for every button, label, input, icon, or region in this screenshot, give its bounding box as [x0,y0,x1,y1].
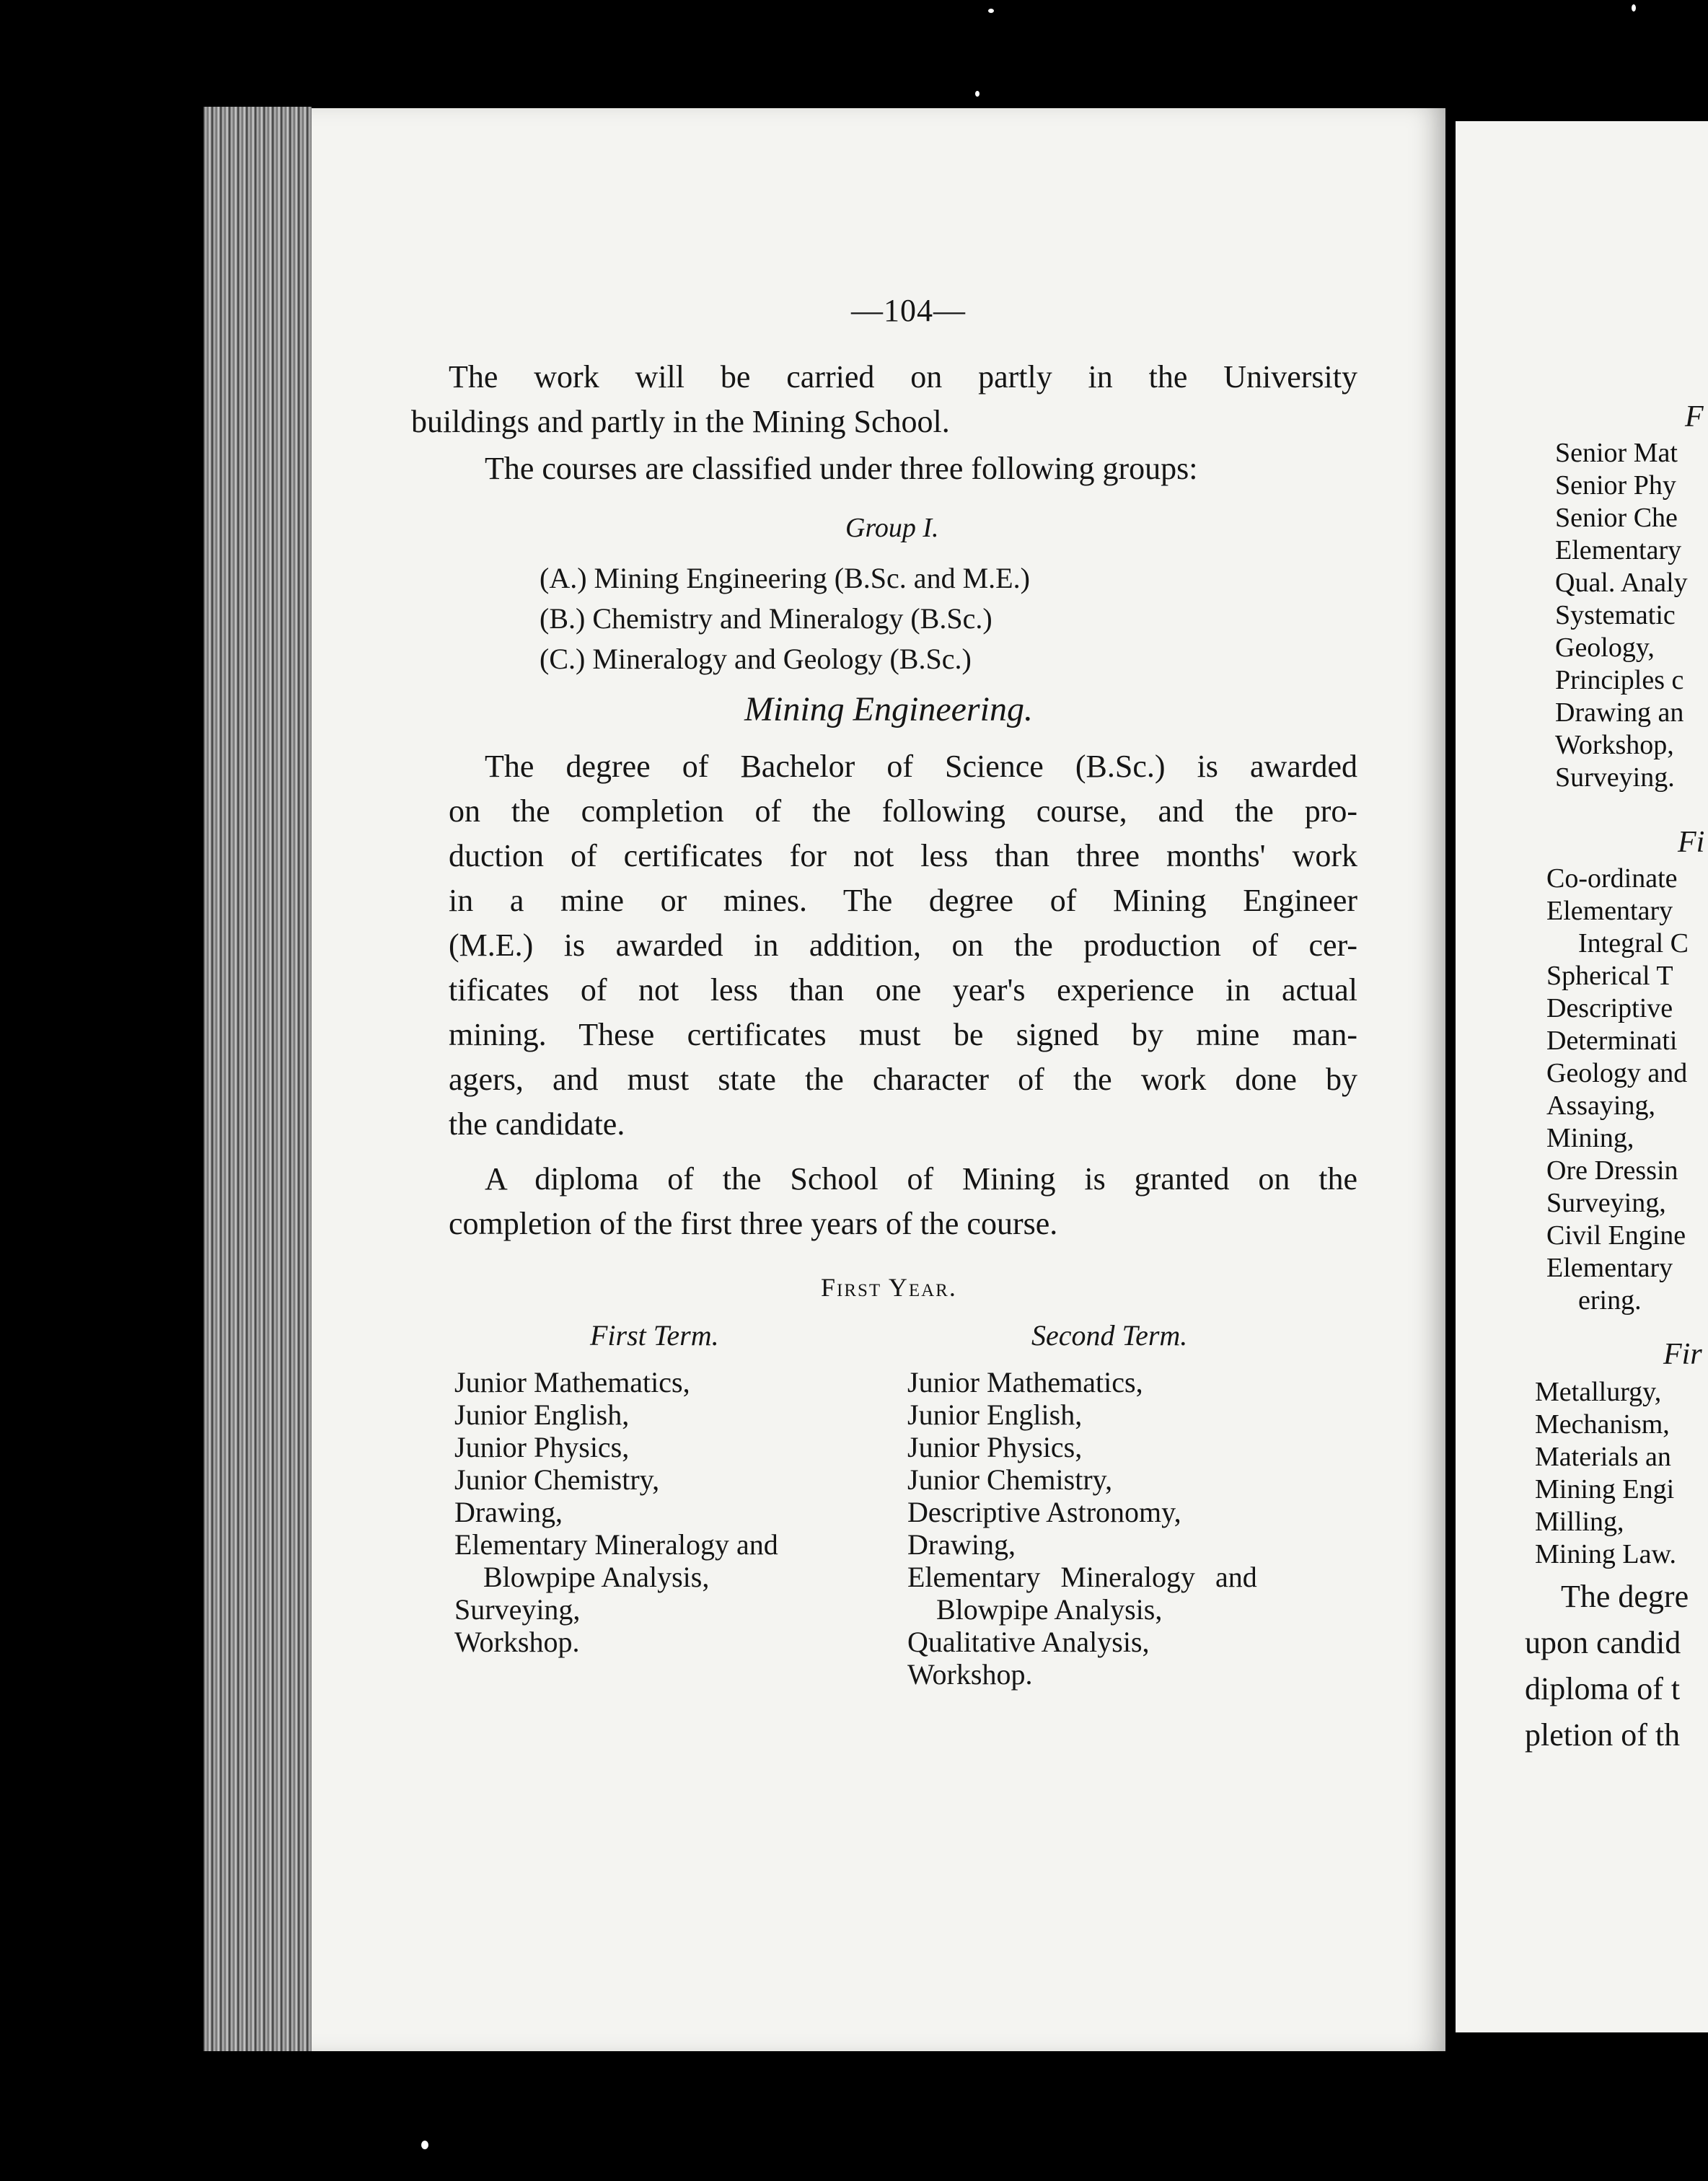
course-item: Junior Physics, [454,1431,630,1463]
course-item: Junior English, [907,1398,1083,1431]
right-page-content [1456,121,1708,2032]
right-line: Workshop, [1555,730,1674,760]
right-line: Surveying, [1546,1188,1666,1218]
right-line: Qual. Analy [1555,568,1688,598]
course-item: Workshop. [907,1658,1033,1691]
right-line: The degre [1561,1579,1689,1614]
right-line: Milling, [1535,1507,1624,1537]
right-heading-3: Fir [1663,1338,1702,1371]
dust-speck [1632,4,1636,12]
degree-paragraph [449,744,1357,1147]
right-line: Integral C [1578,928,1689,959]
first-term-list [454,1366,778,1658]
right-block-2 [1546,863,1689,1317]
right-line: Mining Law. [1535,1539,1676,1569]
year-heading: First Year. [821,1273,957,1302]
degree-line: tificates of not less than one year's experience in actual [449,972,1357,1008]
course-item: Workshop. [454,1626,580,1658]
degree-line: the candidate. [449,1106,625,1142]
right-line: ering. [1578,1285,1642,1316]
right-line: Geology, [1555,633,1655,663]
group-item: (C.) Mineralogy and Geology (B.Sc.) [540,643,972,675]
course-item: Junior Mathematics, [454,1366,690,1398]
right-line: Geology and [1546,1058,1688,1088]
right-line: Materials an [1535,1442,1671,1472]
right-heading-2: Fi [1678,826,1705,859]
course-item: Drawing, [454,1496,563,1528]
right-closing-paragraph [1525,1574,1689,1758]
right-line: Metallurgy, [1535,1377,1662,1407]
degree-line: in a mine or mines. The degree of Mining Engineer [449,883,1357,918]
right-line: Surveying. [1555,762,1675,793]
page-number: —104— [851,293,966,328]
right-line: Elementary [1546,896,1673,926]
diploma-line: completion of the first three years of the course. [449,1206,1058,1241]
section-heading: Mining Engineering. [744,690,1033,728]
diploma-line: A diploma of the School of Mining is granted on the [485,1161,1357,1197]
group-item: (A.) Mining Engineering (B.Sc. and M.E.) [540,562,1030,594]
first-term-heading: First Term. [590,1319,719,1352]
course-item: Elementary Mineralogy and [454,1528,778,1561]
right-line: Systematic [1555,600,1676,630]
degree-line: (M.E.) is awarded in addition, on the production of cer- [449,928,1357,963]
right-line: Mining Engi [1535,1474,1675,1504]
right-line: Senior Mat [1555,438,1678,468]
intro-line: buildings and partly in the Mining School. [411,404,950,439]
dust-speck [988,9,994,13]
book-edge [203,107,312,2051]
dust-speck [975,91,980,97]
right-line: Elementary [1546,1253,1673,1283]
course-item: Junior Physics, [907,1431,1083,1463]
right-line: Mechanism, [1535,1409,1670,1440]
right-line: upon candid [1525,1625,1681,1660]
course-item: Blowpipe Analysis, [936,1593,1163,1626]
right-line: Spherical T [1546,961,1673,991]
degree-line: agers, and must state the character of the work done by [449,1062,1357,1097]
course-item: Drawing, [907,1528,1016,1561]
course-item: Junior Chemistry, [907,1463,1113,1496]
right-line: Drawing an [1555,697,1684,728]
course-item: Junior Mathematics, [907,1366,1143,1398]
right-line: Principles c [1555,665,1684,695]
course-item: Blowpipe Analysis, [483,1561,710,1593]
right-block-3 [1535,1376,1676,1571]
right-line: Determinati [1546,1026,1678,1056]
degree-line: The degree of Bachelor of Science (B.Sc.) is awarded [485,749,1357,784]
course-item: Surveying, [454,1593,581,1626]
intro-paragraph [411,355,1357,444]
right-line: Senior Che [1555,503,1678,533]
course-item: Junior English, [454,1398,630,1431]
diploma-paragraph [449,1157,1357,1246]
group-item: (B.) Chemistry and Mineralogy (B.Sc.) [540,602,992,635]
right-line: Assaying, [1546,1090,1655,1121]
degree-line: on the completion of the following course, and the pro- [449,793,1357,829]
right-heading-1: F [1685,400,1704,433]
second-term-heading: Second Term. [1031,1319,1188,1352]
second-term-list [907,1366,1257,1691]
degree-line: mining. These certificates must be signed by mine man- [449,1017,1357,1052]
group-list [540,558,1030,679]
right-line: Descriptive [1546,993,1673,1023]
right-line: pletion of th [1525,1717,1681,1753]
right-line: diploma of t [1525,1671,1681,1706]
group-heading: Group I. [845,513,939,543]
right-line: Senior Phy [1555,470,1676,501]
right-line: Ore Dressin [1546,1155,1678,1186]
right-line: Mining, [1546,1123,1634,1153]
right-line: Civil Engine [1546,1220,1686,1251]
dust-speck [421,2141,428,2149]
right-line: Co-ordinate [1546,863,1678,894]
groups-intro: The courses are classified under three following groups: [485,451,1198,486]
course-item: Junior Chemistry, [454,1463,660,1496]
degree-line: duction of certificates for not less than three months' work [449,838,1357,873]
right-block-1 [1555,437,1688,794]
course-item: Descriptive Astronomy, [907,1496,1181,1528]
course-item: Elementary Mineralogy and [907,1561,1257,1593]
course-item: Qualitative Analysis, [907,1626,1150,1658]
intro-line: The work will be carried on partly in the University [449,359,1357,395]
right-line: Elementary [1555,535,1682,565]
